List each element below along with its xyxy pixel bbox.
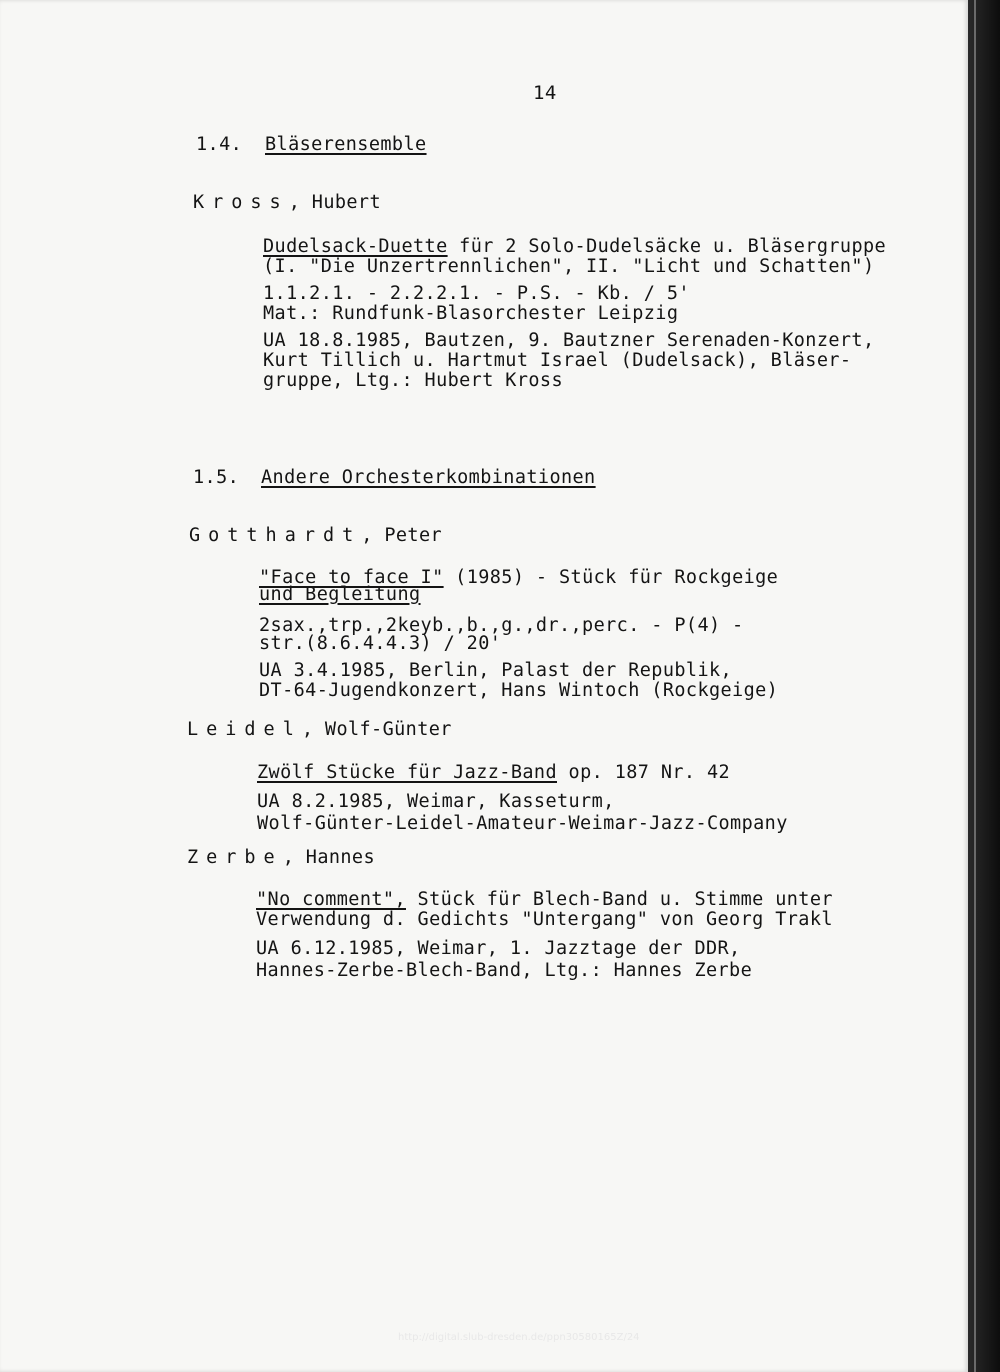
composer-last-name: Kross (193, 192, 289, 213)
composer-entry: Zerbe, Hannes (187, 847, 376, 868)
page-edge-shadow (968, 0, 1000, 1372)
work-subtitle: Verwendung d. Gedichts "Untergang" von Georg Trakl (256, 909, 833, 930)
section-title: Bläserensemble (265, 134, 427, 155)
composer-first-name: Peter (384, 525, 443, 546)
work-title-line (257, 762, 730, 784)
section-number: 1.4. (196, 134, 243, 155)
composer-entry: Kross, Hubert (193, 192, 382, 213)
premiere-line: UA 8.2.1985, Weimar, Kasseturm, (257, 791, 615, 812)
work-title: "No comment", (256, 889, 406, 910)
premiere-line: UA 6.12.1985, Weimar, 1. Jazztage der DDR, (256, 938, 741, 959)
work-description: (1985) - Stück für Rockgeige (455, 567, 779, 588)
section-number: 1.5. (193, 467, 240, 488)
source-url: http://digital.slub-dresden.de/ppn30580165Z/24 (398, 1332, 640, 1343)
work-scoring: 2sax.,trp.,2keyb.,b.,g.,dr.,perc. - P(4) - (259, 615, 744, 636)
work-title: Zwölf Stücke für Jazz-Band (257, 762, 557, 783)
composer-first-name: Hubert (311, 192, 382, 213)
premiere-line: DT-64-Jugendkonzert, Hans Wintoch (Rockgeige) (259, 680, 779, 701)
premiere-line: UA 3.4.1985, Berlin, Palast der Republik, (259, 660, 733, 681)
premiere-line: Wolf-Günter-Leidel-Amateur-Weimar-Jazz-Company (257, 813, 788, 834)
composer-entry: Gotthardt, Peter (189, 525, 443, 546)
work-subtitle: (I. "Die Unzertrennlichen", II. "Licht und Schatten") (263, 256, 875, 277)
composer-last-name: Leidel (187, 719, 302, 740)
page-edge-line (974, 0, 976, 1372)
composer-last-name: Gotthardt (189, 525, 362, 546)
premiere-line: Hannes-Zerbe-Blech-Band, Ltg.: Hannes Zerbe (256, 960, 753, 981)
page-number: 14 (533, 82, 557, 104)
composer-first-name: Hannes (305, 847, 376, 868)
work-description: op. 187 Nr. 42 (568, 762, 731, 783)
work-title: "Face to face I" (259, 567, 444, 588)
premiere-line: UA 18.8.1985, Bautzen, 9. Bautzner Serenaden-Konzert, (263, 330, 875, 351)
work-description: für 2 Solo-Dudelsäcke u. Bläsergruppe (459, 236, 887, 257)
premiere-line: Kurt Tillich u. Hartmut Israel (Dudelsack), Bläser- (263, 350, 852, 371)
work-scoring: str.(8.6.4.4.3) / 20' (259, 633, 502, 654)
work-subtitle: und Begleitung (259, 584, 421, 605)
section-title: Andere Orchesterkombinationen (261, 467, 596, 488)
work-material: Mat.: Rundfunk-Blasorchester Leipzig (263, 303, 679, 324)
work-description: Stück für Blech-Band u. Stimme unter (417, 889, 833, 910)
composer-entry: Leidel, Wolf-Günter (187, 719, 452, 740)
work-title-line (256, 889, 833, 911)
work-title: Dudelsack-Duette (263, 236, 448, 257)
composer-last-name: Zerbe (187, 847, 283, 868)
work-scoring: 1.1.2.1. - 2.2.2.1. - P.S. - Kb. / 5' (263, 283, 690, 304)
composer-first-name: Wolf-Günter (324, 719, 452, 740)
work-title-line (263, 236, 886, 258)
premiere-line: gruppe, Ltg.: Hubert Kross (263, 370, 563, 391)
